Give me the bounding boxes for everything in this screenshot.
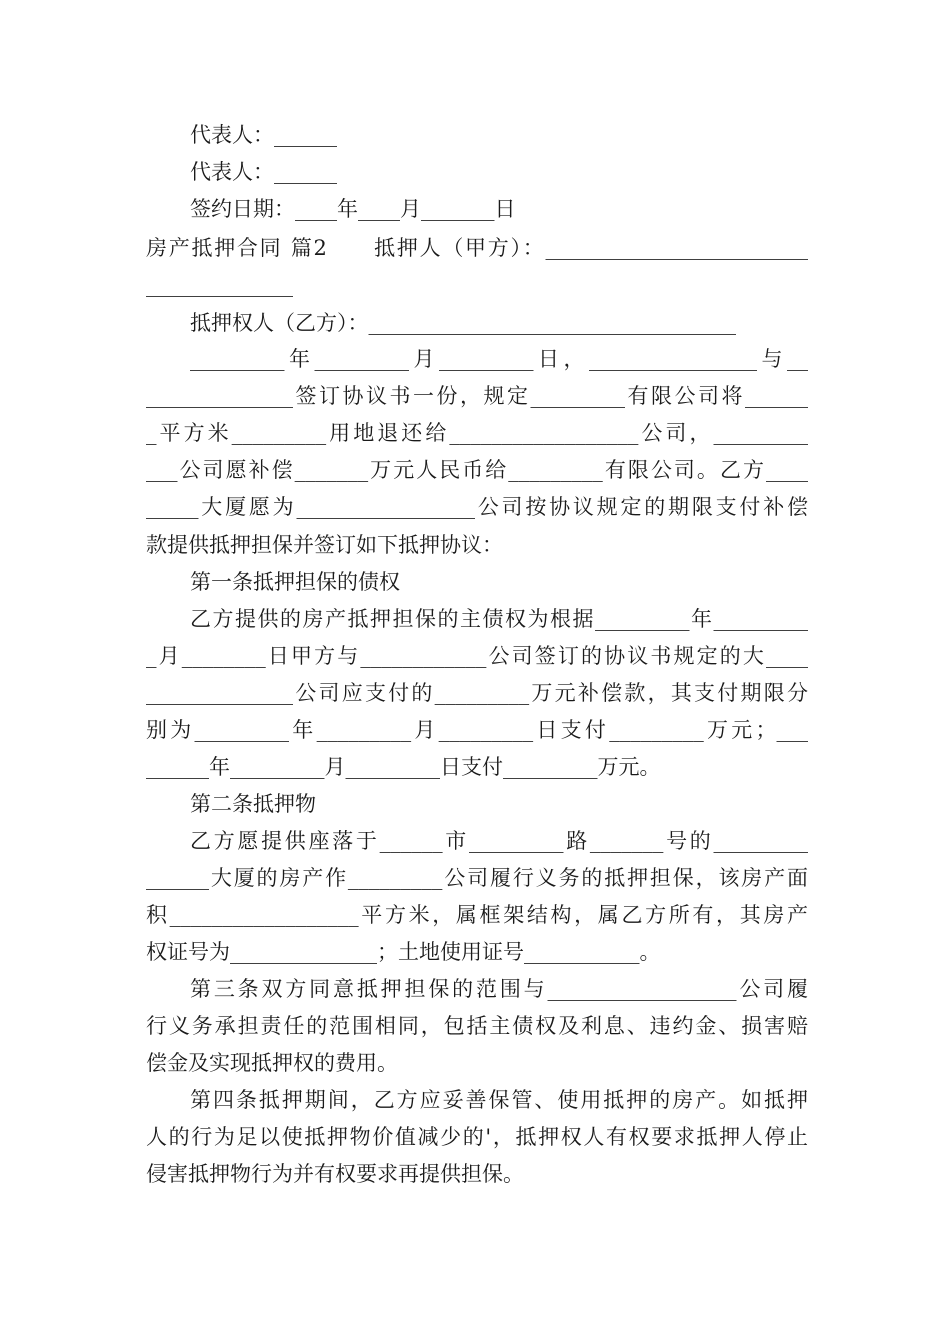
article-4-line: 第四条抵押期间，乙方应妥善保管、使用抵押的房产。如抵押	[190, 1088, 808, 1112]
paragraph-line: _平方米_________用地退还给__________________公司，_________	[146, 421, 808, 445]
paragraph-line: 积__________________平方米，属框架结构，属乙方所有，其房产	[146, 903, 808, 927]
contract-heading-line: 房产抵押合同 篇2 抵押人（甲方）：_________________________	[146, 236, 808, 260]
mortgagee-line: 抵押权人（乙方）：___________________________________	[190, 311, 736, 335]
paragraph-line: ______________	[146, 273, 293, 297]
article-1-heading: 第一条抵押担保的债权	[190, 570, 400, 594]
article-3-line: 第三条双方同意抵押担保的范围与__________________公司履	[190, 977, 808, 1001]
paragraph-line: ___公司愿补偿_______万元人民币给_________有限公司。乙方____	[146, 458, 808, 482]
paragraph-line: 行义务承担责任的范围相同，包括主债权及利息、违约金、损害赔	[146, 1014, 808, 1038]
paragraph-line: 乙方愿提供座落于______市_________路_______号的_________	[190, 829, 808, 853]
representative-line-2: 代表人：______	[190, 160, 337, 184]
paragraph-line: _____大厦愿为_________________公司按协议规定的期限支付补偿	[146, 495, 808, 519]
paragraph-line: ______大厦的房产作_________公司履行义务的抵押担保，该房产面	[146, 866, 808, 890]
paragraph-line: 款提供抵押担保并签订如下抵押协议：	[146, 533, 503, 557]
paragraph-line: 权证号为______________；土地使用证号___________。	[146, 940, 661, 964]
paragraph-line: ______________签订协议书一份，规定_________有限公司将______	[146, 384, 808, 408]
paragraph-line: 别为_________年_________月_________日支付_________万元；___	[146, 718, 808, 742]
paragraph-line: _________年_________月_________日，________________与__	[190, 347, 808, 371]
paragraph-line: 人的行为足以使抵押物价值减少的'，抵押权人有权要求抵押人停止	[146, 1125, 808, 1149]
paragraph-line: 偿金及实现抵押权的费用。	[146, 1051, 398, 1075]
paragraph-line: 侵害抵押物行为并有权要求再提供担保。	[146, 1162, 524, 1186]
signing-date-line: 签约日期：____年____月_______日	[190, 197, 516, 221]
article-2-heading: 第二条抵押物	[190, 792, 316, 816]
paragraph-line: ______________公司应支付的_________万元补偿款，其支付期限分	[146, 681, 808, 705]
paragraph-line: _月________日甲方与____________公司签订的协议书规定的大____	[146, 644, 808, 668]
paragraph-line: ______年_________月_________日支付_________万元。	[146, 755, 661, 779]
representative-line-1: 代表人：______	[190, 123, 337, 147]
paragraph-line: 乙方提供的房产抵押担保的主债权为根据_________年_________	[190, 607, 808, 631]
